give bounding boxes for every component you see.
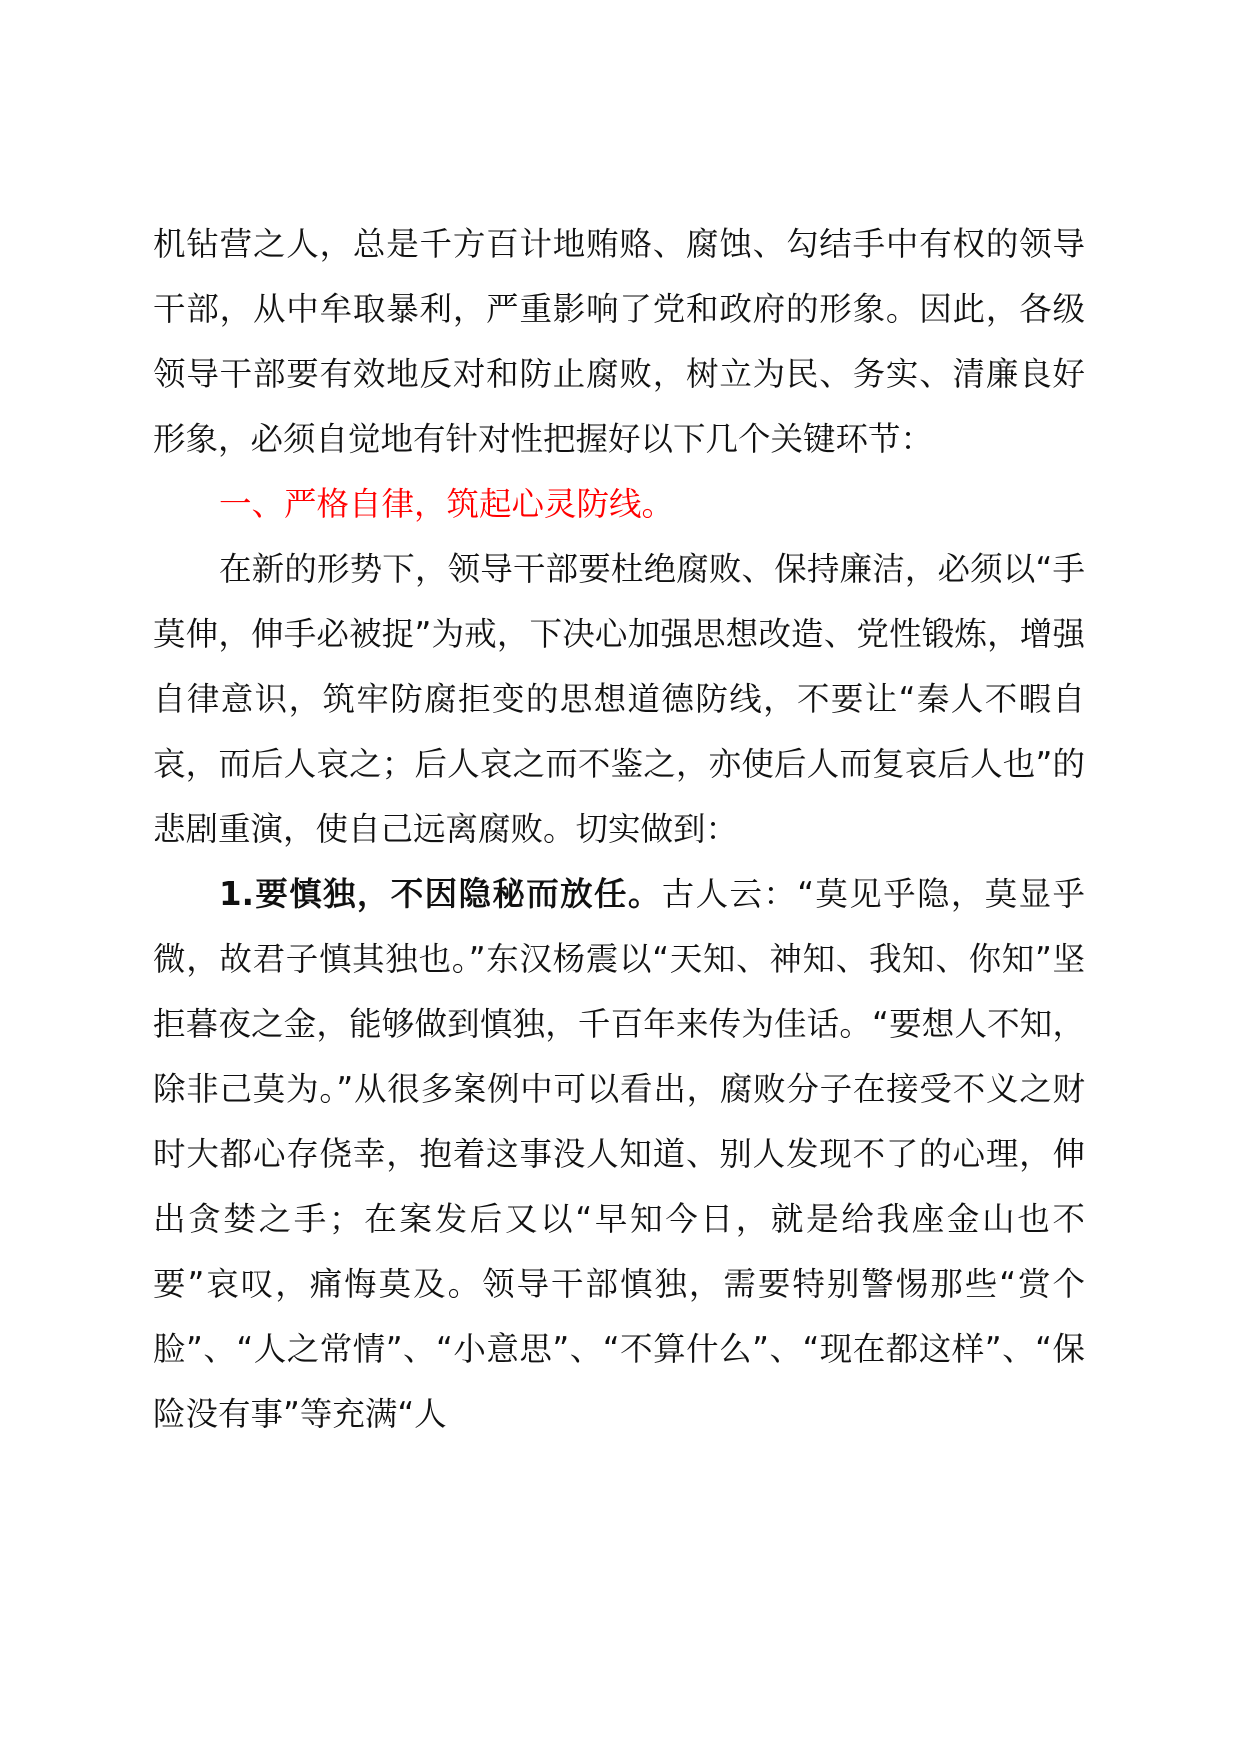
paragraph-body: 在新的形势下，领导干部要杜绝腐败、保持廉洁，必须以“手莫伸，伸手必被捉”为戒，下决心加强思想改造、党性锻炼，增强自律意识，筑牢防腐拒变的思想道德防线，不要让“秦人不暇自哀，而后人哀之；后人哀之而不鉴之，亦使后人而复哀后人也”的悲剧重演，使自己远离腐败。切实做到： [153, 550, 1085, 848]
document-body [153, 212, 1085, 1447]
point-1-body: 古人云：“莫见乎隐，莫显乎微，故君子慎其独也。”东汉杨震以“天知、神知、我知、你知”坚拒暮夜之金，能够做到慎独，千百年来传为佳话。“要想人不知，除非己莫为。”从很多案例中可以看出，腐败分子在接受不义之财时大都心存侥幸，抱着这事没人知道、别人发现不了的心理，伸出贪婪之手；在案发后又以“早知今日，就是给我座金山也不要”哀叹，痛悔莫及。领导干部慎独，需要特别警惕那些“赏个脸”、“人之常情”、“小意思”、“不算什么”、“现在都这样”、“保险没有事”等充满“人 [153, 875, 1085, 1433]
paragraph-point-1 [153, 862, 1085, 1447]
section-heading: 一、严格自律，筑起心灵防线。 [219, 485, 675, 523]
paragraph-continued: 机钻营之人，总是千方百计地贿赂、腐蚀、勾结手中有权的领导干部，从中牟取暴利，严重影响了党和政府的形象。因此，各级领导干部要有效地反对和防止腐败，树立为民、务实、清廉良好形象，必须自觉地有针对性把握好以下几个关键环节： [153, 225, 1085, 458]
point-1-lead: 1.要慎独，不因隐秘而放任。 [219, 875, 662, 913]
